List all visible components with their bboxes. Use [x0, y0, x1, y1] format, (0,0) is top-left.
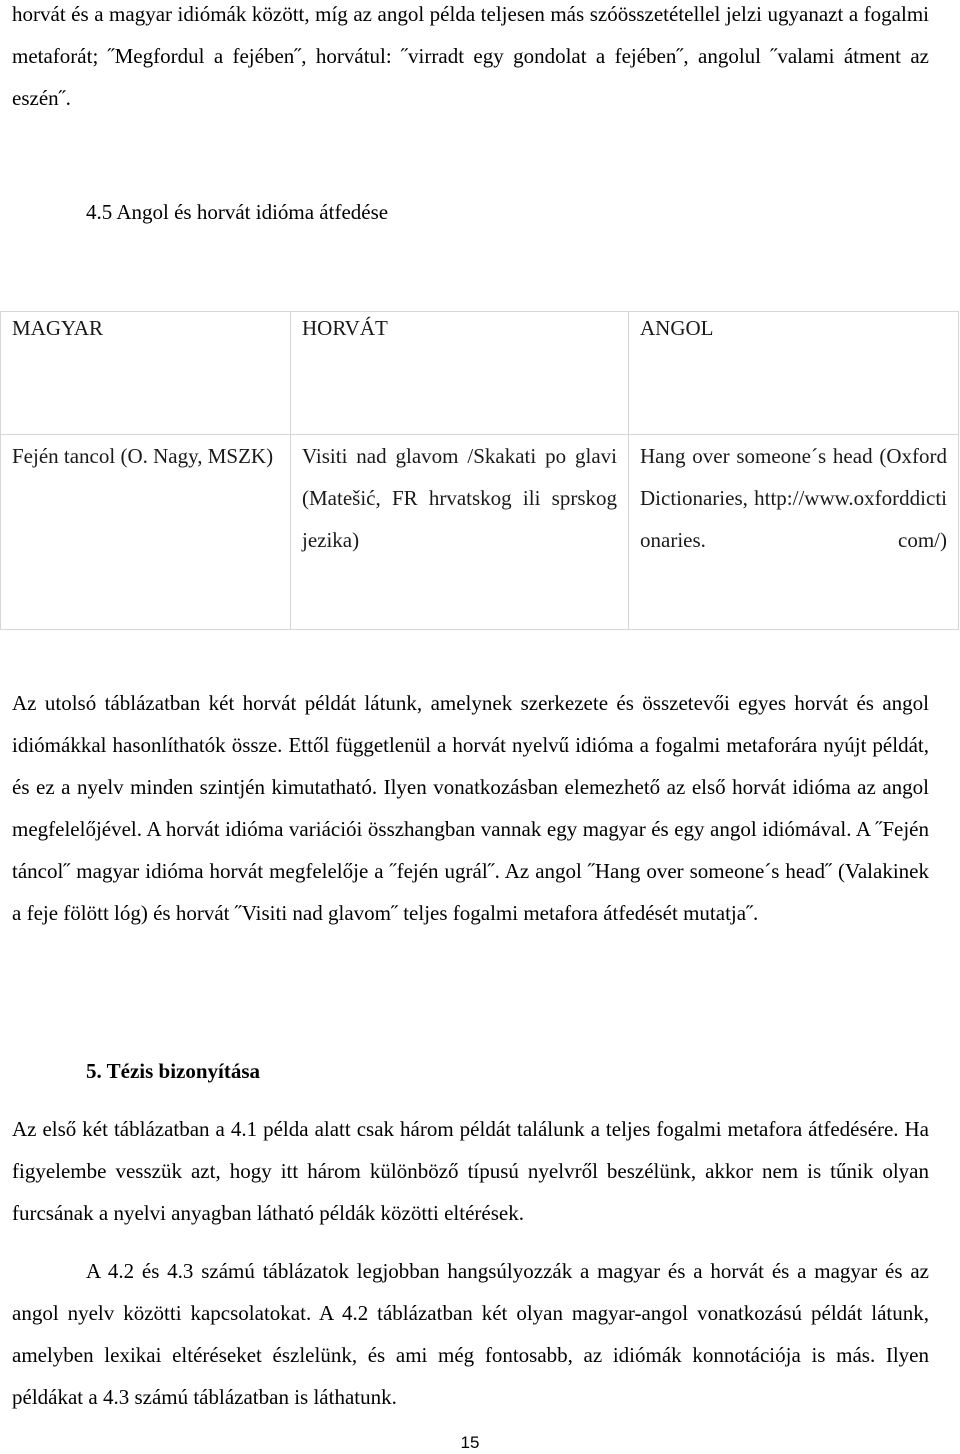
section-title: Angol és horvát idióma átfedése: [116, 200, 389, 224]
table-header-cell: ANGOL: [629, 312, 959, 435]
table-cell: Visiti nad glavom /Skakati po glavi (Matešić, FR hrvatskog ili sprskog jezika): [291, 435, 629, 630]
table-row: [1, 435, 959, 630]
table-header-cell: MAGYAR: [1, 312, 291, 435]
table-header-cell: HORVÁT: [291, 312, 629, 435]
idiom-comparison-table: [0, 311, 959, 630]
section-heading-4-5: [86, 199, 388, 225]
table-header-row: [1, 312, 959, 435]
analysis-paragraph: Az utolsó táblázatban két horvát példát látunk, amelynek szerkezete és összetevői egyes horvát és angol idiómákkal hasonlíthatók össze. Ettől függetlenül a horvát nyelvű idióma a fogalmi metaforára nyújt példát, és ez a nyelv minden szintjén kimutatható. Ilyen vonatkozásban elemezhető az első horvát idióma az angol megfelelőjével. A horvát idióma variációi összhangban vannak egy magyar és egy angol idiómával. A ˝Fején táncol˝ magyar idióma horvát megfelelője a ˝fején ugrál˝. Az angol ˝Hang over someone´s head˝ (Valakinek a feje fölött lóg) és horvát ˝Visiti nad glavom˝ teljes fogalmi metafora átfedését mutatja˝.: [12, 691, 929, 925]
section-number: 4.5: [86, 200, 113, 224]
thesis-paragraph-1: Az első két táblázatban a 4.1 példa alatt csak három példát találunk a teljes fogalmi metafora átfedésére. Ha figyelembe vesszük azt, hogy itt három különböző típusú nyelvről beszélünk, akkor nem is tűnik olyan furcsának a nyelvi anyagban látható példák közötti eltérések.: [12, 1117, 929, 1225]
thesis-paragraph-2: A 4.2 és 4.3 számú táblázatok legjobban hangsúlyozzák a magyar és a horvát és a magyar és az angol nyelv közötti kapcsolatokat. A 4.2 táblázatban két olyan magyar-angol vonatkozású példát látunk, amelyben lexikai eltéréseket észlelünk, és ami még fontosabb, az idiómák konnotációja is más. Ilyen példákat a 4.3 számú táblázatban is láthatunk.: [12, 1259, 929, 1409]
section-heading-5: [86, 1058, 260, 1084]
table-cell: Fején tancol (O. Nagy, MSZK): [1, 435, 291, 630]
section-number: 5.: [86, 1059, 102, 1083]
page-number: 15: [460, 1433, 480, 1452]
table-cell: Hang over someone´s head (Oxford Dictionaries, http://www.oxforddictionaries. com/): [629, 435, 959, 630]
intro-paragraph: horvát és a magyar idiómák között, míg az angol példa teljesen más szóösszetétellel jelzi ugyanazt a fogalmi metaforát; ˝Megfordul a fejében˝, horvátul: ˝virradt egy gondolat a fejében˝, angolul ˝valami átment az eszén˝.: [12, 2, 929, 110]
section-title: Tézis bizonyítása: [106, 1059, 261, 1083]
